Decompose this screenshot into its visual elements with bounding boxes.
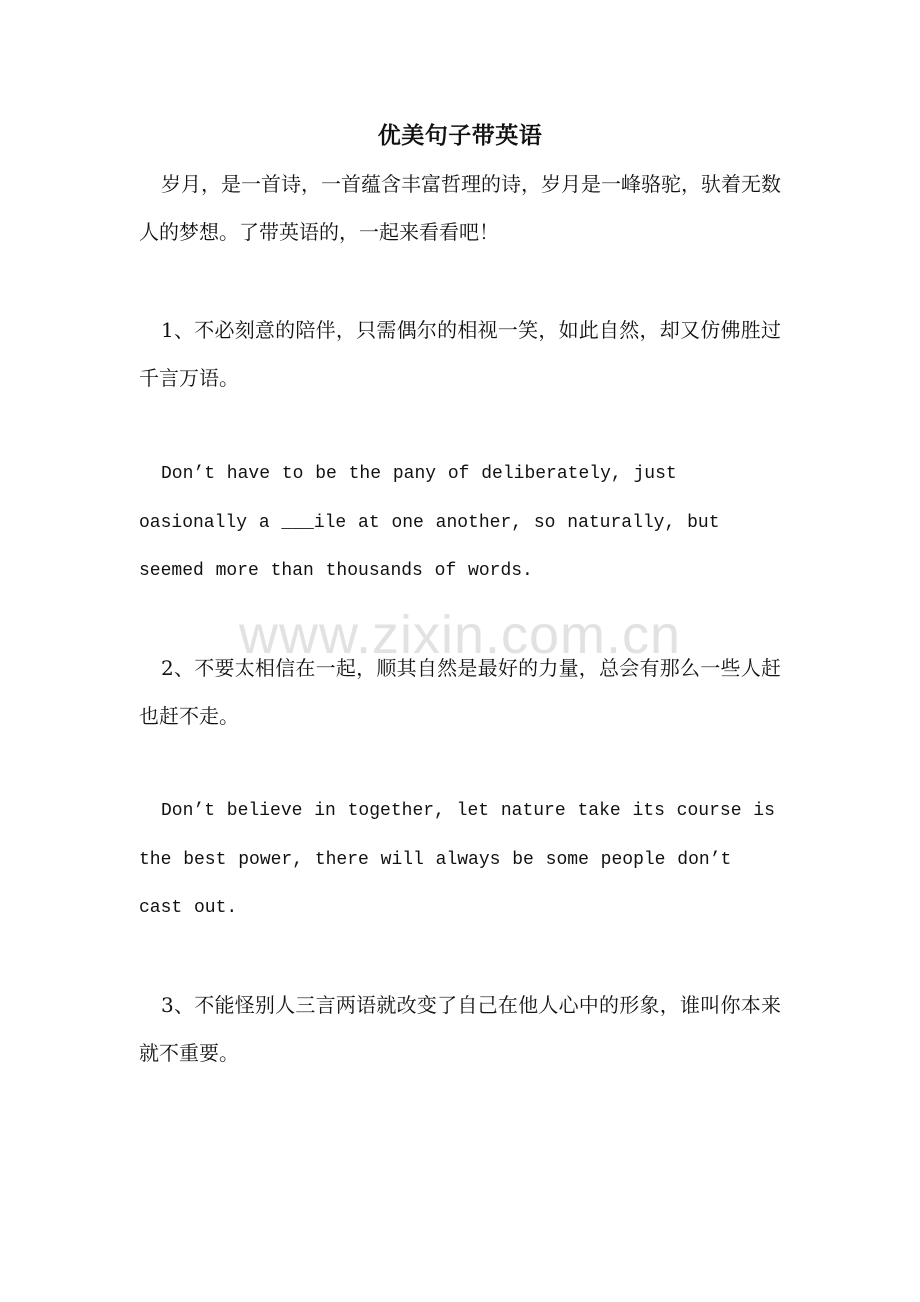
item-1-chinese: 1、不必刻意的陪伴，只需偶尔的相视一笑，如此自然，却又仿佛胜过千言万语。 [139, 318, 781, 390]
item-2-english: Don’t believe in together, let nature take its course is the best power, there will always be some people don’t cast out. [139, 801, 775, 918]
item-3-chinese: 3、不能怪别人三言两语就改变了自己在他人心中的形象，谁叫你本来就不重要。 [139, 993, 781, 1065]
document-title: 优美句子带英语 [377, 122, 543, 149]
intro-paragraph: 岁月，是一首诗，一首蕴含丰富哲理的诗，岁月是一峰骆驼，驮着无数人的梦想。了带英语的，一起来看看吧！ [139, 172, 781, 244]
item-1-english: Don’t have to be the pany of deliberately, just oasionally a ___ile at one another, so naturally, but seemed more than thousands of words. [139, 464, 720, 581]
watermark: www.zixin.com.cn [238, 605, 682, 665]
item-2-chinese: 2、不要太相信在一起，顺其自然是最好的力量，总会有那么一些人赶也赶不走。 [139, 656, 781, 728]
